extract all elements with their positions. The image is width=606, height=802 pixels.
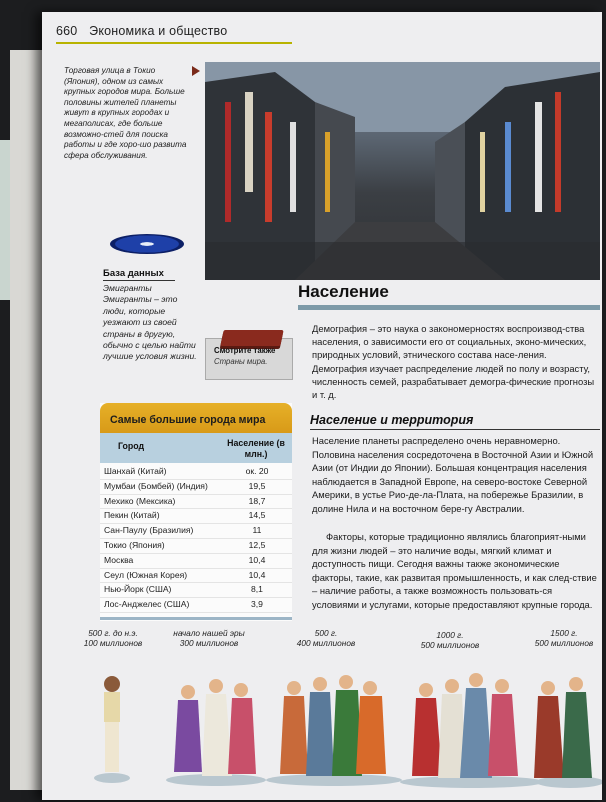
timeline-date: 1500 г. — [550, 628, 578, 638]
population-cell: 10,4 — [248, 569, 266, 580]
timeline-label — [288, 628, 364, 648]
table-title: Самые большие города мира — [110, 414, 266, 426]
population-cell: 11 — [252, 525, 262, 536]
table-row — [100, 583, 292, 598]
timeline-population: 300 миллионов — [179, 638, 239, 648]
paragraph-factors: Факторы, которые традиционно являлись благоприят-ными для жизни людей – это наличие воды, мягкий климат и доступность пищи. Сегодня важны также экономические факторы, такие, как развитая промышленность, и как след-ствие – наличие работы, а также возможность пользовать-ся условиями и услугами, которые предоставляют крупные города. — [312, 531, 597, 610]
column-header-city: Город — [118, 441, 145, 451]
database-title: База данных — [103, 268, 164, 279]
photo-caption: Торговая улица в Токио (Япония), одном из самых крупных городов мира. Больше половины жителей планеты живут в крупных городах и мегаполисах, где больше возможно-стей для поиска работы и где хоро-шо развита сфера обслуживания. — [64, 66, 187, 160]
intro-paragraph: Демография – это наука о закономерностях воспроизвод-ства населения, о зависимости его от социальных, эконо-мических, природных условий, этнического состава насе-ления. Демография изучает распределение людей по полу и возрасту, численность семей, разрабатывает демогра-фические прогнозы и т. д. — [312, 323, 595, 401]
table-row — [100, 509, 292, 524]
subsection-rule — [310, 429, 600, 430]
timeline-population: 100 миллионов — [83, 638, 143, 648]
timeline-date: 1000 г. — [436, 630, 464, 640]
running-header — [56, 24, 227, 38]
table-row — [100, 554, 292, 569]
street-scene — [205, 62, 600, 280]
population-cell: 3,9 — [251, 599, 263, 610]
tokyo-street-photo — [205, 62, 600, 280]
table-bottom-rule — [100, 617, 292, 620]
section-title-rule — [298, 305, 600, 310]
section-name: Экономика и общество — [89, 24, 228, 38]
city-cell: Токио (Япония) — [104, 539, 165, 550]
table-row — [100, 495, 292, 510]
timeline-date: начало нашей эры — [173, 628, 245, 638]
city-cell: Мумбаи (Бомбей) (Индия) — [104, 480, 208, 491]
header-rule — [56, 42, 292, 44]
city-cell: Лос-Анджелес (США) — [104, 599, 190, 610]
population-cell: 14,5 — [248, 510, 266, 521]
population-timeline — [56, 628, 602, 800]
city-cell: Сан-Паулу (Бразилия) — [104, 525, 194, 536]
population-cell: 10,4 — [248, 554, 266, 565]
table-row — [100, 569, 292, 584]
population-cell: ок. 20 — [245, 466, 269, 476]
database-rule — [103, 280, 175, 281]
population-cell: 19,5 — [248, 480, 266, 491]
section-title: Население — [298, 282, 389, 301]
city-cell: Москва — [104, 554, 134, 565]
population-cell: 18,7 — [248, 495, 266, 506]
city-cell: Пекин (Китай) — [104, 510, 160, 521]
table-row — [100, 539, 292, 554]
timeline-population: 500 миллионов — [534, 638, 594, 648]
timeline-label — [78, 628, 148, 648]
timeline-date: 500 г. до н.э. — [88, 628, 138, 638]
timeline-date: 500 г. — [314, 628, 338, 638]
population-cell: 8,1 — [251, 584, 263, 595]
population-cell: 12,5 — [248, 539, 266, 550]
cd-disc-icon — [110, 234, 184, 254]
city-cell: Шанхай (Китай) — [104, 466, 167, 476]
book-icon — [220, 330, 283, 346]
caption-arrow-icon — [192, 66, 200, 76]
timeline-population: 500 миллионов — [420, 640, 480, 650]
timeline-label — [412, 630, 488, 650]
table-body — [100, 465, 292, 613]
table-row — [100, 524, 292, 539]
table-row — [100, 465, 292, 480]
city-cell: Нью-Йорк (США) — [104, 584, 172, 595]
see-also-title: Смотрите также — [214, 346, 276, 355]
subsection-title: Население и территория — [310, 413, 474, 427]
column-header-population: Население (в млн.) — [227, 438, 285, 459]
city-cell: Сеул (Южная Корея) — [104, 569, 188, 580]
see-also-text: Страны мира. — [214, 357, 268, 366]
page-number: 660 — [56, 24, 78, 38]
timeline-label — [164, 628, 254, 648]
database-text: Эмигранты Эмигранты – это люди, которые уезжают из своей страны в другую, обычно с целью найти лучшие условия жизни. — [103, 283, 197, 362]
table-row — [100, 480, 292, 495]
people-illustration — [56, 652, 602, 802]
timeline-population: 400 миллионов — [296, 638, 356, 648]
table-row — [100, 598, 292, 613]
timeline-label — [526, 628, 602, 648]
paragraph-distribution: Население планеты распределено очень неравномерно. Половина населения сосредоточена в Восточной Азии и Южной Азии (от Индии до Японии). Большая концентрация населения наблюдается в Западной Европе, на северо-востоке Северной Америки, в устье Рио-де-ла-Плата, на побережье Бразилии, в долине Нила и на восточном бере-гу Австралии. — [312, 435, 594, 514]
city-cell: Мехико (Мексика) — [104, 495, 176, 506]
